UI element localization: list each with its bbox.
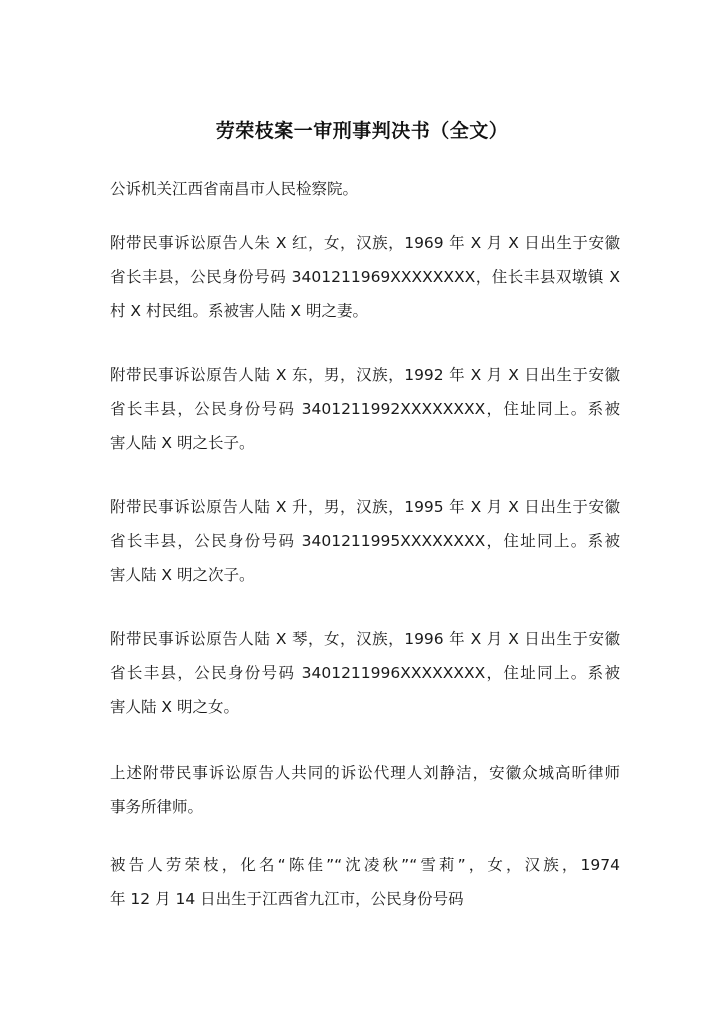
- paragraph-plaintiff-zhu: [110, 226, 620, 328]
- paragraph-plaintiff-lu-sheng: [110, 490, 620, 592]
- paragraph-line: 公诉机关江西省南昌市人民检察院。: [110, 180, 359, 198]
- paragraph-line: 附带民事诉讼原告人朱 X 红，女，汉族，1969 年 X 月 X 日出生于安徽: [110, 234, 620, 252]
- paragraph-line: 附带民事诉讼原告人陆 X 琴，女，汉族，1996 年 X 月 X 日出生于安徽: [110, 630, 620, 648]
- paragraph-prosecutor: [110, 172, 620, 206]
- paragraph-line: 事务所律师。: [110, 798, 204, 816]
- paragraph-line: 上述附带民事诉讼原告人共同的诉讼代理人刘静洁，安徽众城高昕律师: [110, 764, 620, 782]
- paragraph-line: 害人陆 X 明之次子。: [110, 566, 255, 584]
- paragraph-defendant: [110, 848, 620, 916]
- paragraph-line: 被告人劳荣枝，化名“陈佳”“沈凌秋”“雪莉”，女，汉族，1974: [110, 856, 620, 874]
- paragraph-plaintiff-lu-dong: [110, 358, 620, 460]
- paragraph-line: 害人陆 X 明之长子。: [110, 434, 255, 452]
- document-title: 劳荣枝案一审刑事判决书（全文）: [215, 120, 509, 142]
- paragraph-line: 省长丰县，公民身份号码 3401211969XXXXXXXX，住长丰县双墩镇 X: [110, 268, 620, 286]
- paragraph-line: 村 X 村民组。系被害人陆 X 明之妻。: [110, 302, 368, 320]
- paragraph-line: 省长丰县，公民身份号码 3401211996XXXXXXXX，住址同上。系被: [110, 664, 620, 682]
- paragraph-line: 年 12 月 14 日出生于江西省九江市，公民身份号码: [110, 890, 464, 908]
- paragraph-line: 附带民事诉讼原告人陆 X 东，男，汉族，1992 年 X 月 X 日出生于安徽: [110, 366, 620, 384]
- paragraph-agent: [110, 756, 620, 824]
- paragraph-line: 附带民事诉讼原告人陆 X 升，男，汉族，1995 年 X 月 X 日出生于安徽: [110, 498, 620, 516]
- paragraph-line: 害人陆 X 明之女。: [110, 698, 239, 716]
- paragraph-line: 省长丰县，公民身份号码 3401211992XXXXXXXX，住址同上。系被: [110, 400, 620, 418]
- paragraph-line: 省长丰县，公民身份号码 3401211995XXXXXXXX，住址同上。系被: [110, 532, 620, 550]
- paragraph-plaintiff-lu-qin: [110, 622, 620, 724]
